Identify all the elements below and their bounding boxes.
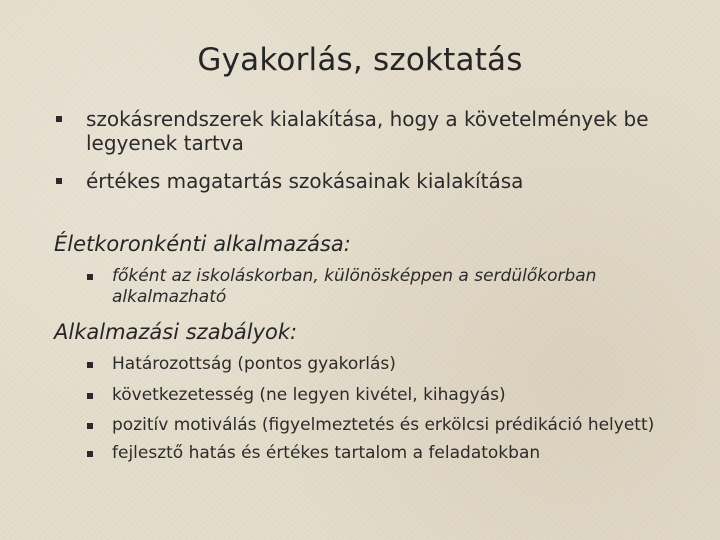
square-bullet-icon	[87, 393, 93, 399]
slide-title: Gyakorlás, szoktatás	[197, 42, 523, 78]
bullet-item-2	[56, 169, 696, 193]
sub-bullet-item	[87, 354, 697, 375]
sub-bullet-item	[87, 443, 697, 464]
sub-bullet-item	[87, 266, 697, 308]
sub-bullet-text: főként az iskoláskorban, különösképpen a serdülőkorban alkalmazható	[112, 266, 597, 307]
sub-bullet-text: következetesség (ne legyen kivétel, kihagyás)	[112, 385, 506, 405]
bullet-text: értékes magatartás szokásainak kialakítása	[86, 169, 524, 193]
square-bullet-icon	[87, 274, 93, 280]
square-bullet-icon	[87, 451, 93, 457]
section-heading-rules: Alkalmazási szabályok:	[54, 320, 298, 344]
sub-bullet-text: Határozottság (pontos gyakorlás)	[112, 354, 396, 374]
square-bullet-icon	[87, 423, 93, 429]
square-bullet-icon	[56, 116, 62, 122]
sub-bullet-text: fejlesztő hatás és értékes tartalom a feladatokban	[112, 443, 541, 463]
sub-bullet-item	[87, 385, 697, 406]
section-heading-age: Életkoronkénti alkalmazása:	[54, 232, 351, 256]
bullet-item-1	[56, 107, 696, 155]
square-bullet-icon	[87, 362, 93, 368]
bullet-text: szokásrendszerek kialakítása, hogy a követelmények be legyenek tartva	[86, 107, 649, 155]
sub-bullet-item	[87, 415, 697, 436]
square-bullet-icon	[56, 178, 62, 184]
sub-bullet-text: pozitív motiválás (figyelmeztetés és erkölcsi prédikáció helyett)	[112, 415, 655, 435]
